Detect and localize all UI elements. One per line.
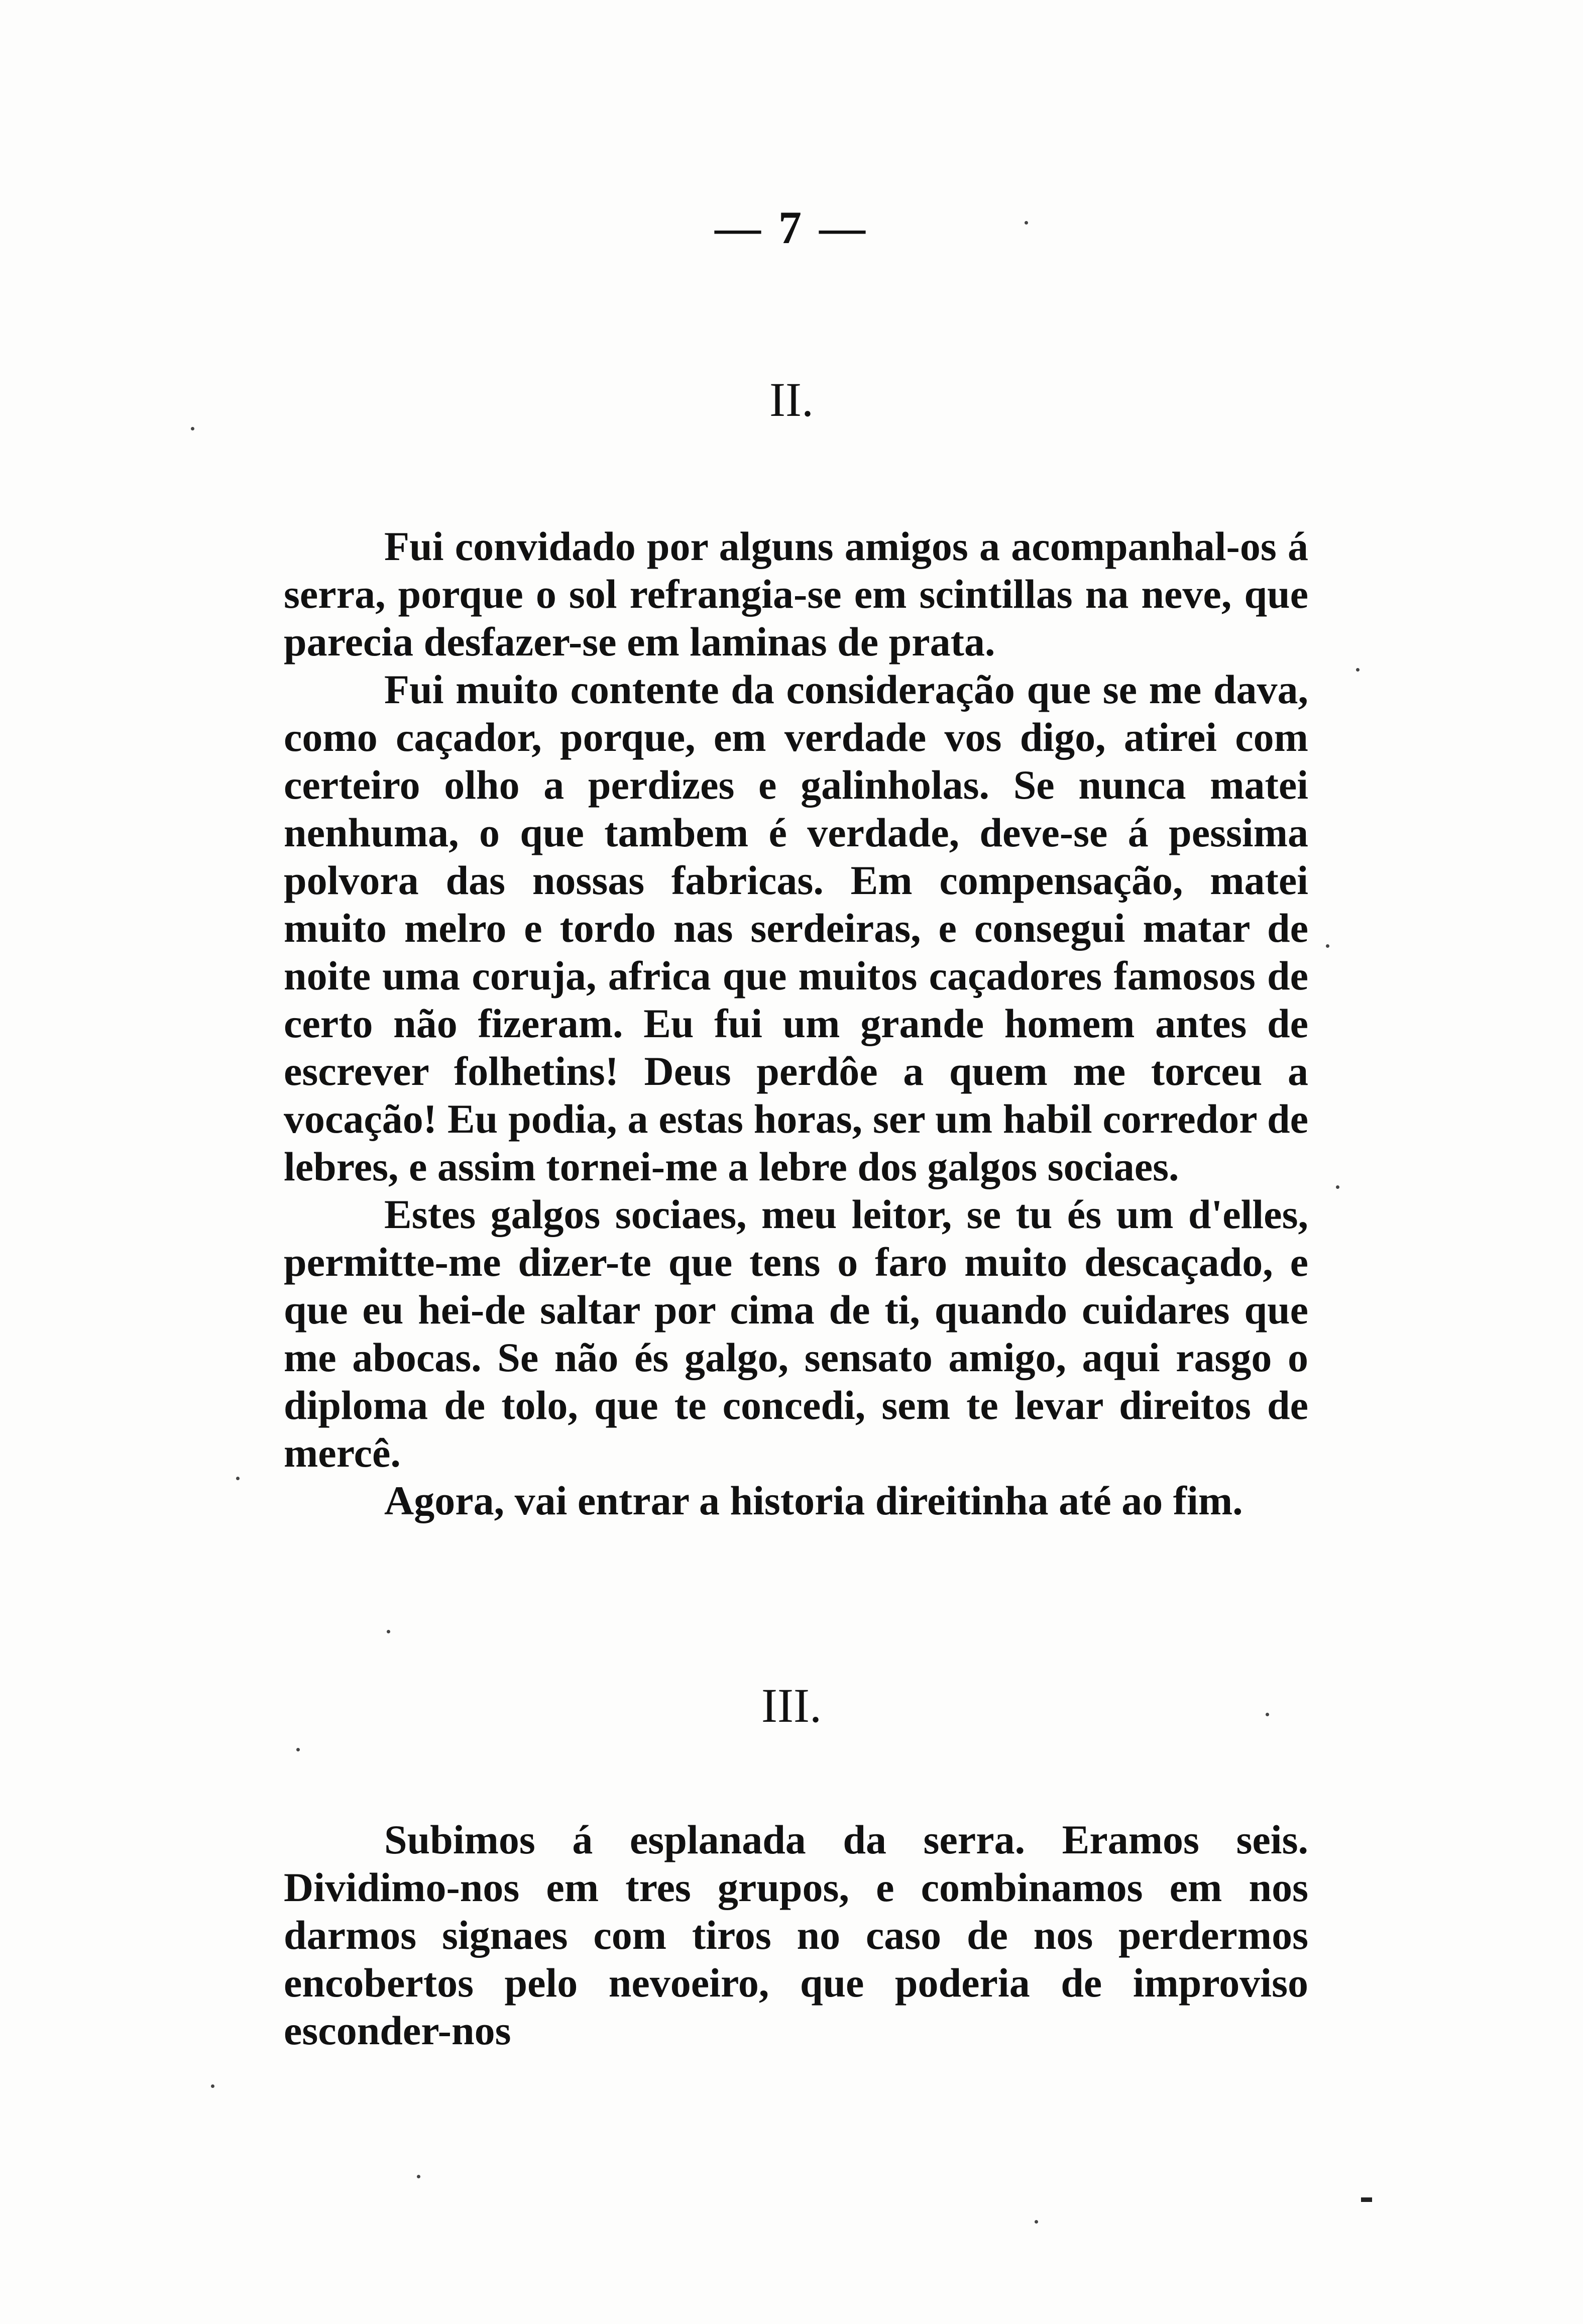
paragraph: Estes galgos sociaes, meu leitor, se tu és um d'elles, permitte-me dizer-te que tens o faro muito descaçado, e que eu hei-de saltar por cima de ti, quando cuidares que me abocas. Se não és galgo, sensato amigo, aqui rasgo o diploma de tolo, que te concedi, sem te levar direitos de mercê.	[284, 1191, 1308, 1476]
print-speck	[1035, 2220, 1038, 2224]
print-speck	[191, 427, 194, 430]
section-heading-ii: II.	[769, 373, 814, 426]
print-speck	[211, 2084, 214, 2088]
print-speck	[417, 2175, 420, 2178]
print-speck	[1266, 1713, 1269, 1716]
print-speck	[387, 1630, 390, 1633]
section-iii-body	[284, 1816, 1308, 2054]
print-speck	[1326, 944, 1329, 948]
print-speck	[236, 1477, 240, 1480]
paragraph: Subimos á esplanada da serra. Eramos seis. Dividimo-nos em tres grupos, e combinamos em nos darmos signaes com tiros no caso de nos perdermos encobertos pelo nevoeiro, que poderia de improviso esconder-nos	[284, 1817, 1308, 2053]
paragraph: Fui convidado por alguns amigos a acompanhal-os á serra, porque o sol refrangia-se em scintillas na neve, que parecia desfazer-se em laminas de prata.	[284, 523, 1308, 665]
page-number: — 7 —	[715, 202, 868, 253]
paragraph: Fui muito contente da consideração que se me dava, como caçador, porque, em verdade vos digo, atirei com certeiro olho a perdizes e galinholas. Se nunca matei nenhuma, o que tambem é verdade, deve-se á pessima polvora das nossas fabricas. Em compensação, matei muito melro e tordo nas serdeiras, e consegui matar de noite uma coruja, africa que muitos caçadores famosos de certo não fizeram. Eu fui um grande homem antes de escrever folhetins! Deus perdôe a quem me torceu a vocação! Eu podia, a estas horas, ser um habil corredor de lebres, e assim tornei-me a lebre dos galgos sociaes.	[284, 667, 1308, 1189]
print-speck	[296, 1748, 300, 1751]
print-speck	[1356, 668, 1360, 672]
print-speck	[1336, 1185, 1339, 1189]
section-ii-body	[284, 522, 1308, 1524]
section-heading-iii: III.	[761, 1679, 822, 1732]
paragraph: Agora, vai entrar a historia direitinha até ao fim.	[384, 1478, 1243, 1523]
print-speck	[1025, 221, 1028, 225]
print-mark	[1361, 2197, 1372, 2202]
